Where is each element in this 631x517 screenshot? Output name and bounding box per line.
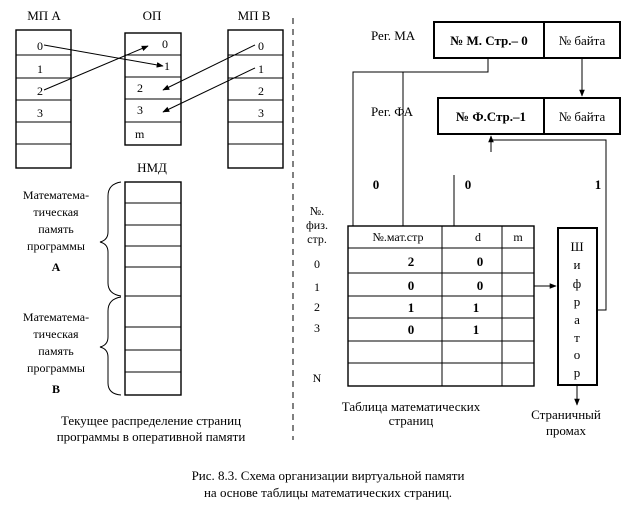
op-row-3: 3: [137, 103, 143, 117]
mpa-row-3: 3: [37, 106, 43, 120]
op-row-2: 2: [137, 81, 143, 95]
brace-a-line-1: тическая: [33, 205, 79, 219]
bit-1: 0: [464, 177, 472, 192]
nmd-frame: [125, 182, 181, 395]
brace-a-line-2: память: [38, 222, 74, 236]
brace-b: [100, 297, 121, 395]
figure-caption-line-1: на основе таблицы математических страниц.: [203, 485, 453, 500]
mpa-row-2: 2: [37, 84, 43, 98]
bit-0: 0: [372, 177, 380, 192]
mpb-row-1: 1: [258, 62, 264, 76]
brace-a-label: [23, 188, 89, 274]
page-table: [348, 226, 534, 386]
row-num-n: N: [312, 371, 322, 385]
fault-line-1: промах: [545, 423, 587, 438]
reg-ma-field1: № М. Стр.– 0: [450, 33, 528, 48]
mpa-frame: [16, 30, 71, 168]
mpb-title: МП В: [237, 8, 271, 23]
brace-a-line-0: Математема-: [22, 188, 90, 202]
mpb-block: [228, 8, 283, 168]
brace-b-line-0: Математема-: [22, 310, 90, 324]
encoder-letter-3: р: [573, 294, 581, 309]
phys-label-1: физ.: [306, 218, 328, 232]
brace-a-line-4: А: [51, 260, 61, 274]
mpa-row-0: 0: [37, 39, 43, 53]
table-row-3-d: 1: [472, 322, 480, 337]
phys-label-2: стр.: [307, 232, 327, 246]
mpa-row-1: 1: [37, 62, 43, 76]
figure-caption-line-0: Рис. 8.3. Схема организации виртуальной памяти: [191, 468, 465, 483]
encoder-letter-7: р: [573, 365, 581, 380]
row-num-3: 3: [314, 321, 320, 335]
table-caption-line-1: страниц: [388, 413, 434, 428]
op-row-0: 0: [162, 37, 168, 51]
mpb-row-0: 0: [258, 39, 264, 53]
table-row-1-page: 0: [407, 278, 415, 293]
table-header-d: d: [475, 230, 481, 244]
reg-ma-field2: № байта: [558, 33, 606, 48]
op-row-m: m: [135, 127, 145, 141]
phys-page-label: [306, 204, 328, 246]
table-row-0-page: 2: [407, 254, 415, 269]
table-row-0-d: 0: [476, 254, 484, 269]
encoder-letter-6: о: [573, 347, 581, 362]
nmd-block: [125, 160, 181, 395]
mpb-frame: [228, 30, 283, 168]
reg-fa: [371, 98, 620, 134]
table-row-2-d: 1: [472, 300, 480, 315]
brace-a: [100, 182, 121, 296]
reg-fa-label: Рег. ФА: [371, 104, 414, 119]
brace-b-line-2: память: [38, 344, 74, 358]
brace-b-label: [23, 310, 89, 396]
reg-fa-field2: № байта: [558, 109, 606, 124]
row-num-1: 1: [314, 280, 320, 294]
left-caption-line-0: Текущее распределение страниц: [60, 413, 242, 428]
encoder: [558, 228, 597, 385]
mpa-title: МП А: [27, 8, 61, 23]
reg-fa-field1: № Ф.Стр.–1: [456, 109, 526, 124]
table-row-3-page: 0: [407, 322, 415, 337]
row-num-0: 0: [314, 257, 320, 271]
brace-a-line-3: программы: [27, 239, 85, 253]
reg-ma-label: Рег. МА: [371, 28, 416, 43]
table-row-2-page: 1: [407, 300, 415, 315]
fault-line-0: Страничный: [531, 407, 601, 422]
op-block: [125, 8, 181, 145]
page-table-frame: [348, 226, 534, 386]
encoder-letter-1: и: [573, 257, 581, 272]
row-numbers: [313, 257, 322, 385]
mpb-row-3: 3: [258, 106, 264, 120]
left-caption: [57, 413, 246, 444]
brace-b-line-1: тическая: [33, 327, 79, 341]
op-frame: [125, 33, 181, 145]
mpb-row-2: 2: [258, 84, 264, 98]
encoder-letter-2: ф: [572, 276, 582, 291]
left-caption-line-1: программы в оперативной памяти: [56, 429, 246, 444]
row-num-2: 2: [314, 300, 320, 314]
encoder-letter-5: т: [574, 330, 580, 345]
reg-ma: [371, 22, 620, 58]
op-title: ОП: [142, 8, 162, 23]
table-caption: [342, 399, 481, 428]
table-row-1-d: 0: [476, 278, 484, 293]
mpa-block: [16, 8, 71, 168]
nmd-title: НМД: [137, 160, 167, 175]
encoder-letter-4: а: [574, 312, 580, 327]
figure-caption: [192, 468, 465, 500]
brace-b-line-3: программы: [27, 361, 85, 375]
bit-2: 1: [594, 177, 602, 192]
phys-label-0: №.: [309, 204, 325, 218]
page-fault-label: [531, 407, 601, 438]
table-header-page: №.мат.стр: [372, 230, 424, 244]
encoder-letter-0: Ш: [570, 239, 584, 254]
table-caption-line-0: Таблица математических: [341, 399, 481, 414]
table-header-m: m: [513, 230, 523, 244]
brace-b-line-4: В: [51, 382, 61, 396]
op-row-1: 1: [164, 59, 170, 73]
